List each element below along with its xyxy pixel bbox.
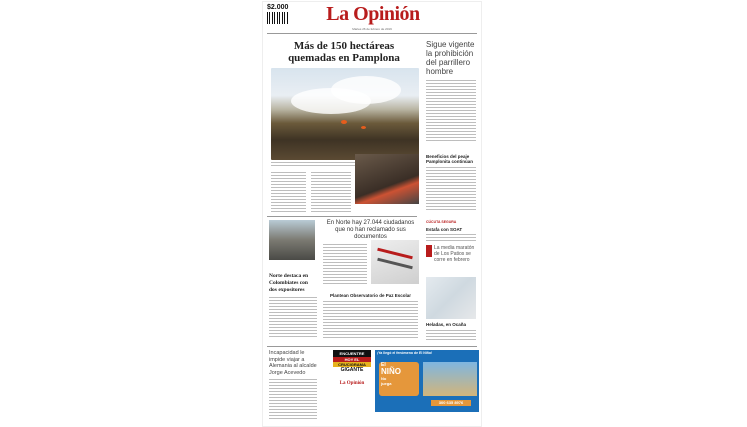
photo-people	[355, 154, 419, 204]
barcode	[267, 12, 289, 24]
weather-box[interactable]	[426, 245, 478, 273]
photo-map	[426, 277, 476, 319]
weather-headline[interactable]: La media maratón de Los Patios se corre en febrero	[434, 245, 475, 263]
weather-accent	[426, 245, 432, 257]
side-body-2	[426, 167, 476, 211]
main-photo-fire	[271, 68, 419, 160]
main-body-col2	[311, 172, 351, 212]
photo-expositores	[269, 220, 315, 260]
newspaper-front-page	[263, 2, 481, 426]
ad-el-nino-text4: juega	[381, 381, 392, 386]
main-story[interactable]	[269, 40, 419, 64]
ad-el-nino-phone: 300 635 8976	[431, 400, 471, 406]
ad-el-nino-photo	[423, 362, 477, 396]
right-box-body	[426, 234, 476, 242]
ad-el-nino-text1: El	[381, 362, 386, 368]
ad-el-nino-top: ¡Ya llegó el fenómeno de El Niño!	[377, 351, 433, 355]
photo-documents	[371, 240, 419, 284]
left-body	[269, 297, 317, 337]
right-box[interactable]	[426, 220, 476, 242]
top-rule	[267, 33, 477, 34]
mid-rule	[267, 216, 417, 217]
bottom-right-headline[interactable]: Heladas, en Ocaña	[426, 322, 467, 327]
bottom-right-story[interactable]	[426, 322, 476, 340]
ad-crossword-brand: La Opinión	[339, 381, 365, 386]
center-story[interactable]	[323, 293, 418, 339]
ad-crossword-line3: CRUCIGRAMA	[333, 362, 371, 367]
masthead-title[interactable]: La Opinión	[326, 3, 420, 25]
right-box-tag: CÚCUTA SEGURA	[426, 220, 457, 224]
ad-el-nino[interactable]	[375, 350, 479, 422]
ad-crossword[interactable]	[333, 350, 371, 426]
right-box-headline[interactable]: Estafa con SOAT	[426, 227, 463, 232]
main-body-col1	[271, 172, 306, 212]
bottom-left-body	[269, 379, 317, 419]
mid-body	[323, 244, 367, 284]
bottom-right-body	[426, 330, 476, 340]
ad-el-nino-footer	[375, 412, 479, 422]
center-headline[interactable]: Plantean Observatorio de Paz Escolar	[329, 293, 412, 298]
left-headline[interactable]: Norte destaca en Colombiates con dos expositores	[269, 273, 309, 293]
side-headline-1[interactable]: Sigue vigente la prohibición del parrillero hombre	[426, 40, 475, 76]
ad-crossword-line4: GIGANTE	[340, 367, 364, 373]
left-story[interactable]	[269, 273, 317, 337]
side-story-2[interactable]	[426, 154, 476, 211]
mid-headline[interactable]: En Norte hay 27.044 ciudadanos que no han reclamado sus documentos	[326, 220, 415, 240]
ad-crossword-line2: HOY EL	[333, 357, 371, 362]
ad-el-nino-text2: NIÑO	[381, 367, 401, 376]
bottom-left-story[interactable]	[269, 350, 317, 419]
main-headline[interactable]: Más de 150 hectáreas quemadas en Pamplona	[288, 40, 400, 64]
ad-el-nino-text3: No	[381, 376, 387, 381]
side-headline-2[interactable]: Beneficios del peaje Pamplonita continúan	[426, 154, 474, 164]
bottom-left-headline[interactable]: Incapacidad le impide viajar a Alemania al alcalde Jorge Acevedo	[269, 350, 317, 376]
center-body	[323, 301, 418, 339]
dateline: Martes 26 de febrero de 2019	[352, 27, 392, 31]
ad-el-nino-badge	[379, 362, 419, 396]
bottom-rule	[267, 346, 477, 347]
side-body-1	[426, 80, 476, 142]
ad-crossword-line1: ENCUENTRE	[333, 350, 371, 357]
side-story-1[interactable]	[426, 40, 476, 142]
price-label: $2.000	[267, 4, 289, 11]
